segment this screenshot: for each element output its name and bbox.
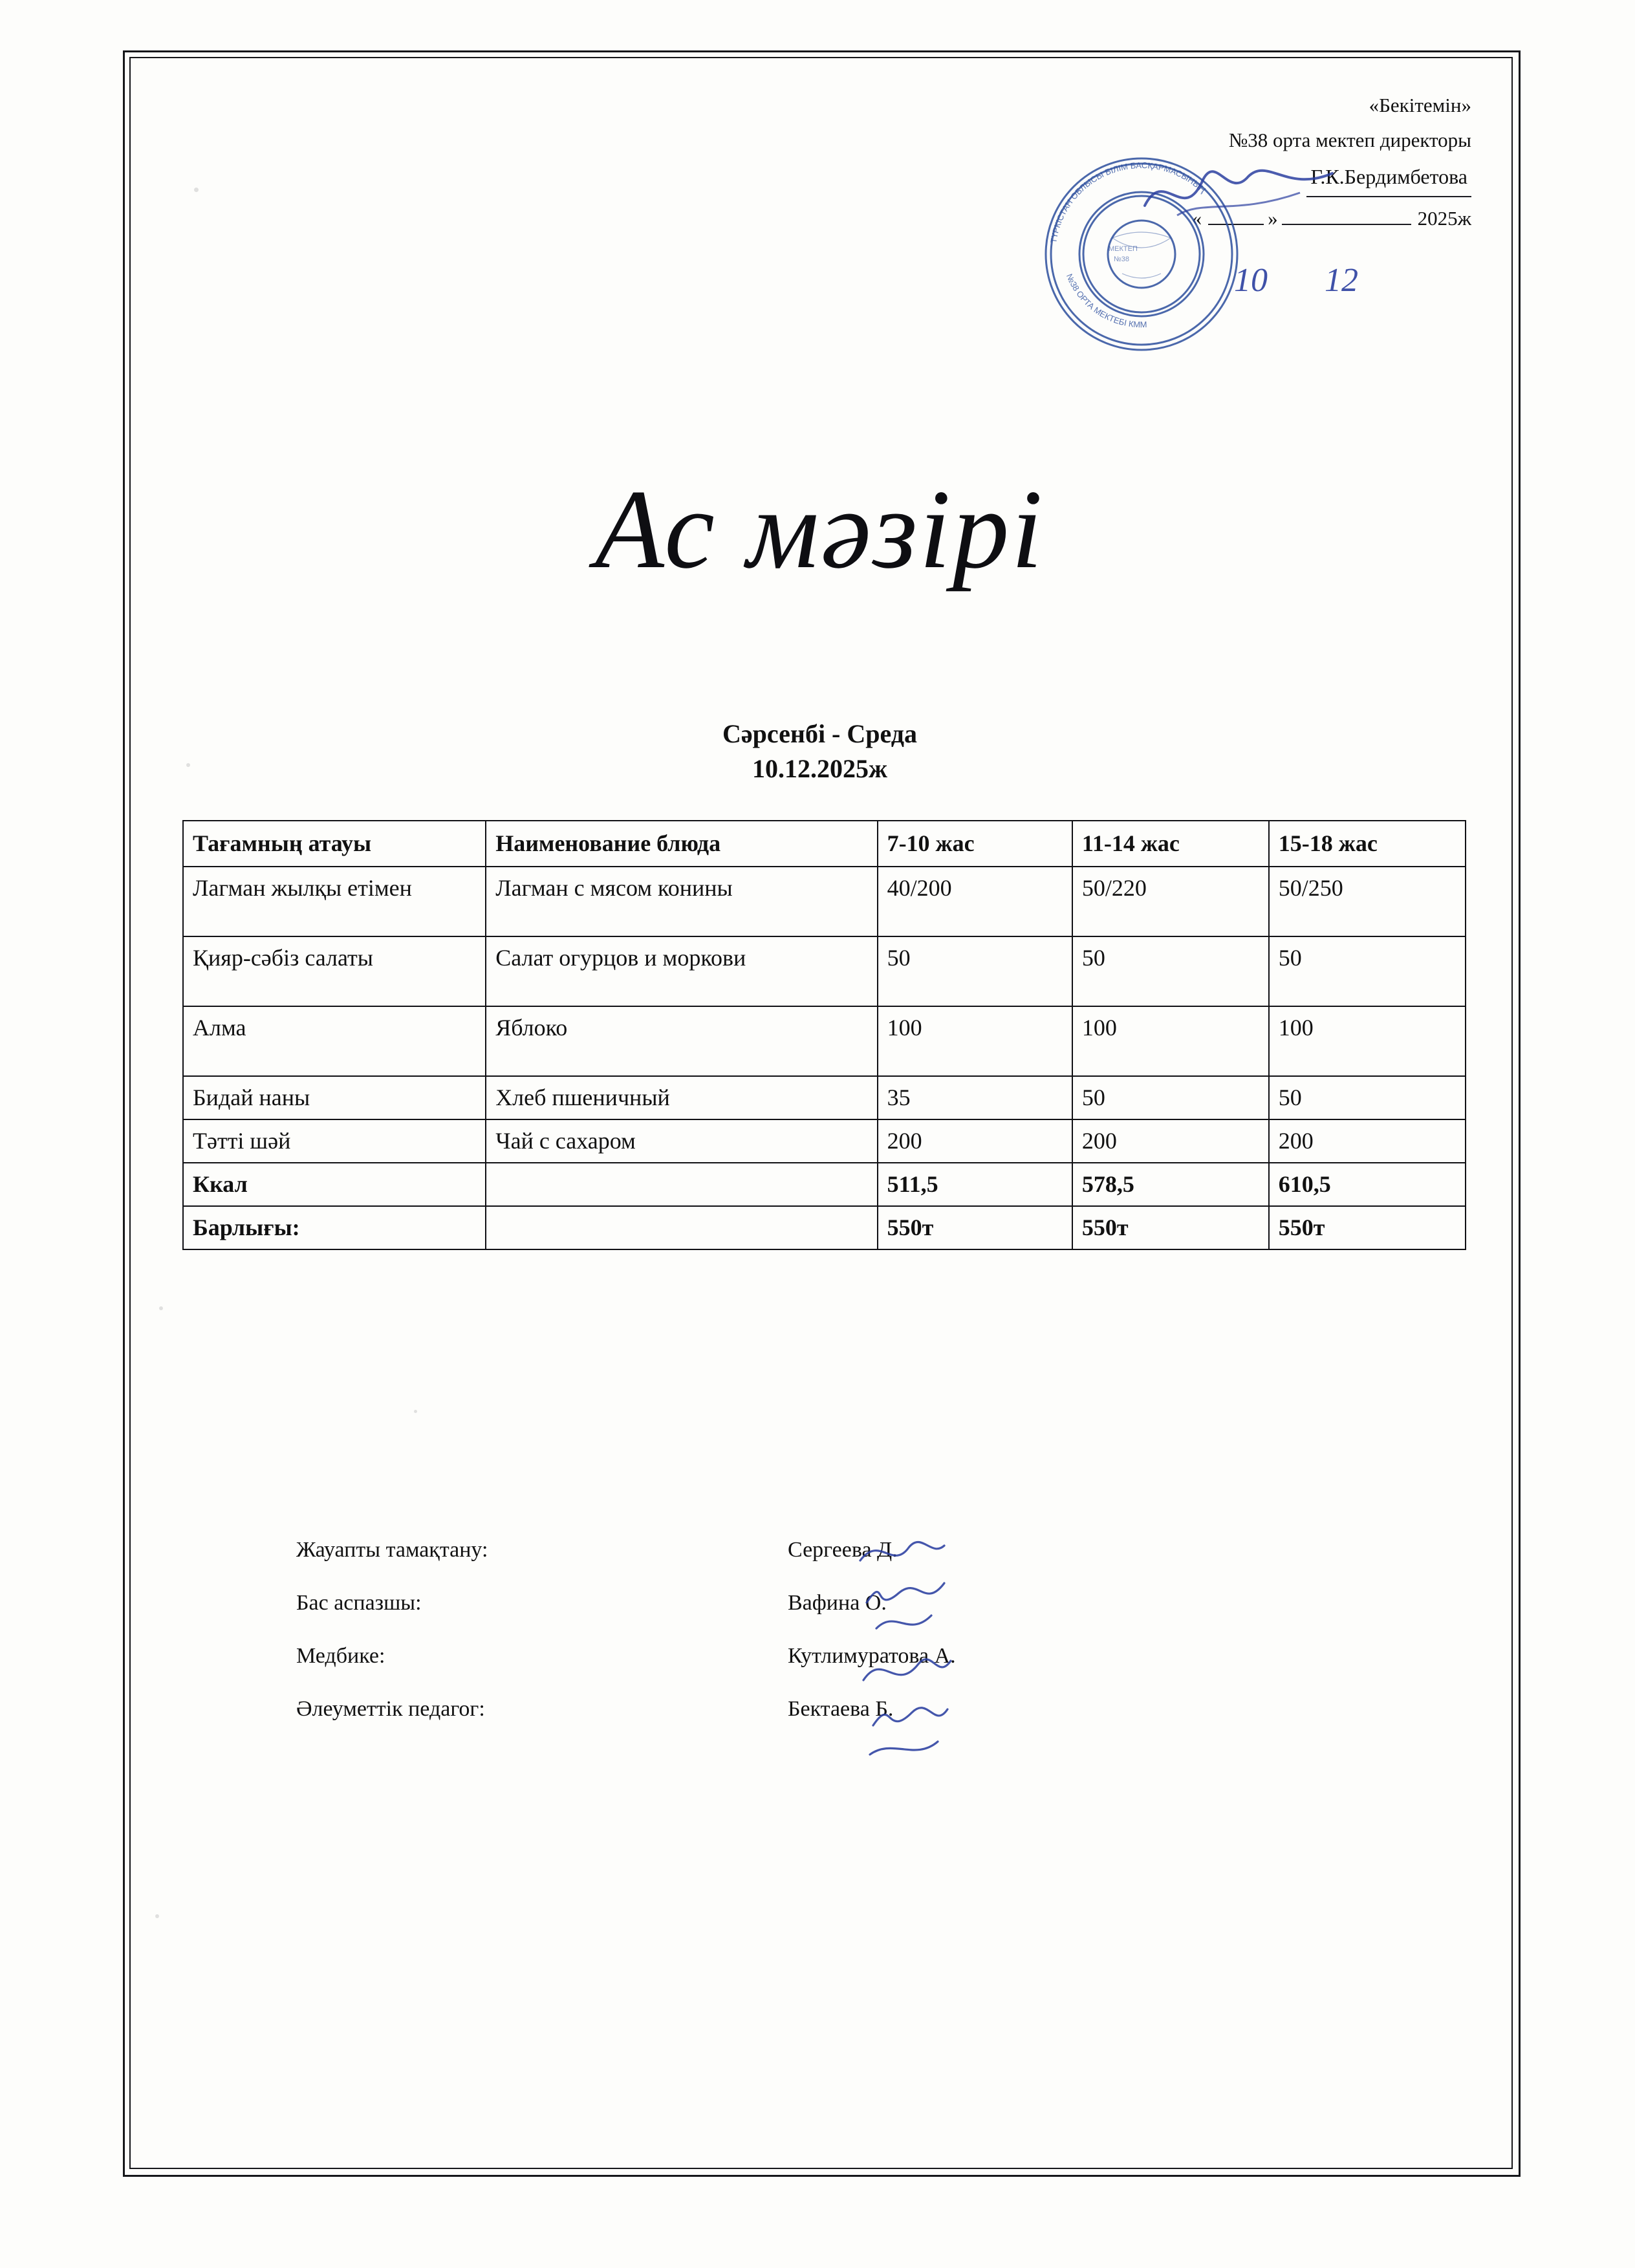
cell-portion-15-18: 50/250	[1269, 867, 1466, 936]
table-row-total	[183, 1206, 1466, 1249]
signature-row	[296, 1644, 1202, 1669]
svg-text:12: 12	[1325, 262, 1358, 299]
cell-portion-11-14: 50	[1072, 1076, 1269, 1119]
table-row-kcal	[183, 1163, 1466, 1206]
scan-speck	[159, 1306, 163, 1310]
page-title: Ас мәзірі	[594, 466, 1045, 592]
cell-portion-11-14: 50/220	[1072, 867, 1269, 936]
scan-speck	[194, 188, 199, 192]
table-row	[183, 936, 1466, 1006]
cell-portion-7-10: 100	[878, 1006, 1072, 1076]
cell-dish-kk: Бидай наны	[183, 1076, 486, 1119]
cell-kcal-15-18: 610,5	[1269, 1163, 1466, 1206]
menu-day-name: Сәрсенбі - Среда	[722, 719, 917, 748]
menu-table	[182, 820, 1466, 1250]
th-age-7-10: 7-10 жас	[878, 821, 1072, 867]
signature-row	[296, 1538, 1202, 1562]
signature-person: Вафина О.	[788, 1591, 887, 1615]
signature-block	[296, 1538, 1202, 1750]
scan-speck	[414, 1410, 417, 1413]
signature-person: Бектаева Б.	[788, 1697, 894, 1721]
approval-year-label: 2025ж	[1417, 206, 1471, 230]
cell-dish-kk: Қияр-сәбіз салаты	[183, 936, 486, 1006]
table-row	[183, 1076, 1466, 1119]
cell-total-label: Барлығы:	[183, 1206, 486, 1249]
table-header-row	[183, 821, 1466, 867]
cell-kcal-ru	[486, 1163, 877, 1206]
cell-portion-7-10: 40/200	[878, 867, 1072, 936]
approval-director-name-text: Г.К.Бердимбетова	[1306, 158, 1471, 197]
cell-portion-7-10: 50	[878, 936, 1072, 1006]
table-row	[183, 1006, 1466, 1076]
approval-confirm-label: «Бекітемін»	[1369, 94, 1471, 116]
cell-portion-15-18: 50	[1269, 936, 1466, 1006]
menu-day-block	[129, 717, 1510, 786]
cell-kcal-11-14: 578,5	[1072, 1163, 1269, 1206]
cell-dish-kk: Тәтті шәй	[183, 1119, 486, 1163]
handwritten-date	[1229, 251, 1423, 322]
signature-person: Кутлимуратова А.	[788, 1644, 956, 1668]
signature-row	[296, 1697, 1202, 1722]
cell-dish-ru: Яблоко	[486, 1006, 877, 1076]
cell-portion-15-18: 50	[1269, 1076, 1466, 1119]
cell-portion-15-18: 100	[1269, 1006, 1466, 1076]
signature-person: Сергеева Д.	[788, 1538, 898, 1562]
approval-director-line: №38 орта мектеп директоры	[1228, 129, 1471, 152]
approval-block	[825, 88, 1471, 236]
svg-text:МЕКТЕП: МЕКТЕП	[1109, 245, 1138, 253]
signature-role: Әлеуметтік педагог:	[296, 1697, 485, 1721]
cell-dish-ru: Лагман с мясом конины	[486, 867, 877, 936]
cell-total-7-10: 550т	[878, 1206, 1072, 1249]
th-dish-ru: Наименование блюда	[486, 821, 877, 867]
cell-total-11-14: 550т	[1072, 1206, 1269, 1249]
cell-dish-kk: Лагман жылқы етімен	[183, 867, 486, 936]
cell-portion-15-18: 200	[1269, 1119, 1466, 1163]
cell-portion-11-14: 50	[1072, 936, 1269, 1006]
cell-portion-11-14: 200	[1072, 1119, 1269, 1163]
svg-text:ТҮРКІСТАН ОБЛЫСЫ БІЛІМ БАСҚАРМ: ТҮРКІСТАН ОБЛЫСЫ БІЛІМ БАСҚАРМАСЫНЫҢ	[1048, 160, 1208, 244]
cell-portion-7-10: 35	[878, 1076, 1072, 1119]
document-content	[129, 57, 1510, 2166]
signature-row	[296, 1591, 1202, 1615]
cell-dish-kk: Алма	[183, 1006, 486, 1076]
cell-kcal-7-10: 511,5	[878, 1163, 1072, 1206]
scan-speck	[155, 1914, 159, 1918]
table-row	[183, 1119, 1466, 1163]
svg-text:№38 ОРТА МЕКТЕБІ КММ: №38 ОРТА МЕКТЕБІ КММ	[1064, 272, 1147, 330]
cell-total-15-18: 550т	[1269, 1206, 1466, 1249]
cell-portion-11-14: 100	[1072, 1006, 1269, 1076]
th-age-11-14: 11-14 жас	[1072, 821, 1269, 867]
svg-text:10: 10	[1234, 262, 1268, 299]
th-dish-kk: Тағамның атауы	[183, 821, 486, 867]
th-age-15-18: 15-18 жас	[1269, 821, 1466, 867]
approval-day-blank	[1208, 204, 1264, 225]
svg-text:№38: №38	[1114, 255, 1130, 263]
approval-quote-close: »	[1268, 206, 1278, 230]
scan-speck	[186, 763, 190, 767]
cell-total-ru	[486, 1206, 877, 1249]
menu-date: 10.12.2025ж	[752, 754, 887, 783]
approval-director-name	[825, 158, 1471, 197]
cell-dish-ru: Салат огурцов и моркови	[486, 936, 877, 1006]
signature-role: Медбике:	[296, 1644, 385, 1668]
table-row	[183, 867, 1466, 936]
signature-role: Жауапты тамақтану:	[296, 1538, 488, 1562]
cell-kcal-label: Ккал	[183, 1163, 486, 1206]
cell-dish-ru: Хлеб пшеничный	[486, 1076, 877, 1119]
approval-month-blank	[1282, 204, 1411, 225]
approval-quote-open: «	[1191, 206, 1202, 230]
cell-dish-ru: Чай с сахаром	[486, 1119, 877, 1163]
cell-portion-7-10: 200	[878, 1119, 1072, 1163]
approval-date-row	[825, 201, 1471, 236]
signature-role: Бас аспазшы:	[296, 1591, 422, 1615]
